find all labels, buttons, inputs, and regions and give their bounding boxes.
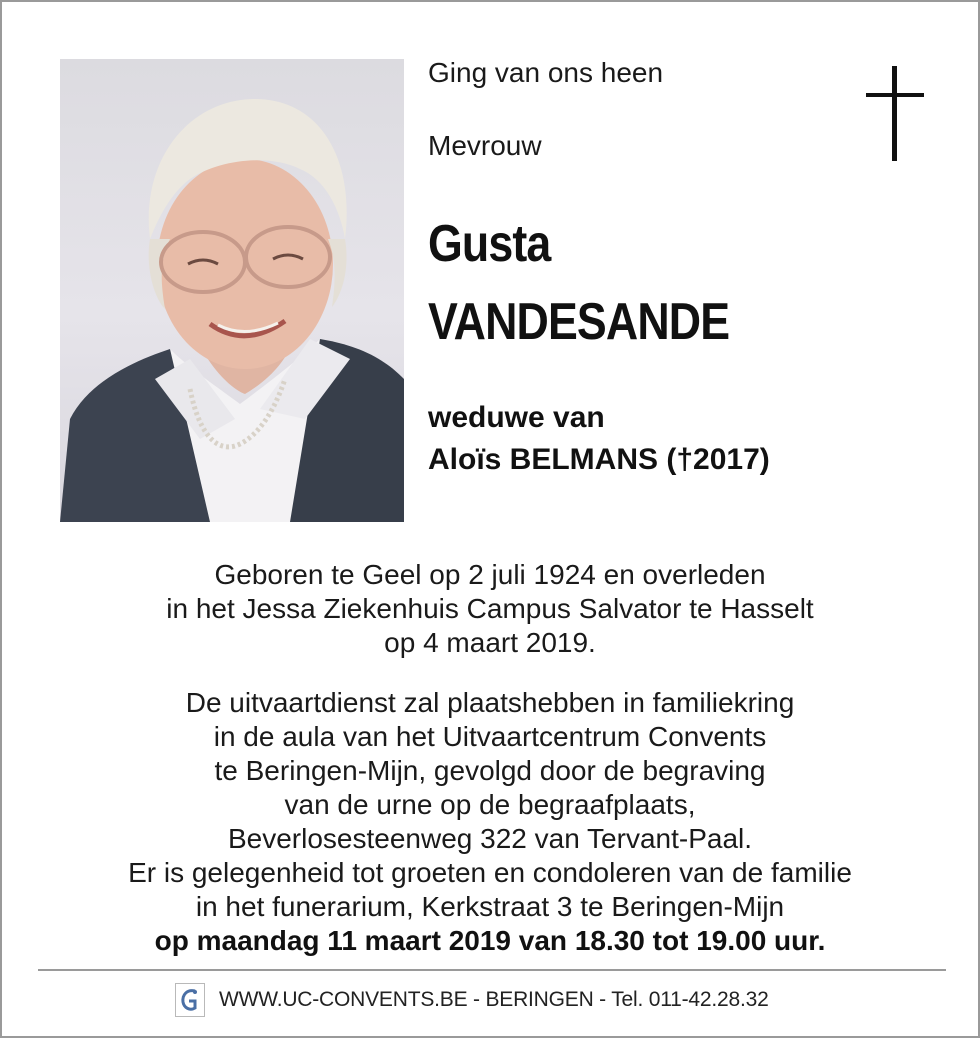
visitation-time: op maandag 11 maart 2019 van 18.30 tot 19.00 uur. bbox=[154, 925, 826, 956]
birth-death-line: in het Jessa Ziekenhuis Campus Salvator te Hasselt bbox=[166, 593, 814, 624]
relation-label: weduwe van bbox=[428, 401, 605, 434]
intro-line: Ging van ons heen bbox=[428, 57, 664, 88]
ceremony-line: in het funerarium, Kerkstraat 3 te Beringen-Mijn bbox=[195, 891, 785, 922]
contact-line: WWW.UC-CONVENTS.BE - BERINGEN - Tel. 011-42.28.32 bbox=[219, 988, 769, 1011]
ceremony-line: in de aula van het Uitvaartcentrum Convents bbox=[213, 721, 767, 752]
cross-icon bbox=[866, 66, 924, 161]
spouse-name: Aloïs BELMANS (†2017) bbox=[428, 443, 770, 476]
last-name: VANDESANDE bbox=[428, 293, 730, 351]
ceremony-line: Beverlosesteenweg 322 van Tervant-Paal. bbox=[227, 823, 753, 854]
birth-death-line: Geboren te Geel op 2 juli 1924 en overleden bbox=[214, 559, 766, 590]
portrait-illustration bbox=[60, 59, 404, 522]
birth-death-paragraph bbox=[2, 558, 978, 660]
ceremony-paragraph bbox=[2, 686, 978, 958]
portrait-photo bbox=[60, 59, 404, 522]
first-name: Gusta bbox=[428, 215, 551, 273]
ceremony-line: van de urne op de begraafplaats, bbox=[284, 789, 696, 820]
footer-divider bbox=[38, 969, 946, 971]
footer bbox=[175, 982, 769, 1018]
ceremony-line: De uitvaartdienst zal plaatshebben in familiekring bbox=[185, 687, 795, 718]
title-prefix: Mevrouw bbox=[428, 130, 542, 161]
uc-convents-logo-icon bbox=[175, 983, 205, 1017]
birth-death-line: op 4 maart 2019. bbox=[384, 627, 596, 658]
ceremony-line: Er is gelegenheid tot groeten en condoleren van de familie bbox=[128, 857, 852, 888]
ceremony-line: te Beringen-Mijn, gevolgd door de begraving bbox=[214, 755, 766, 786]
